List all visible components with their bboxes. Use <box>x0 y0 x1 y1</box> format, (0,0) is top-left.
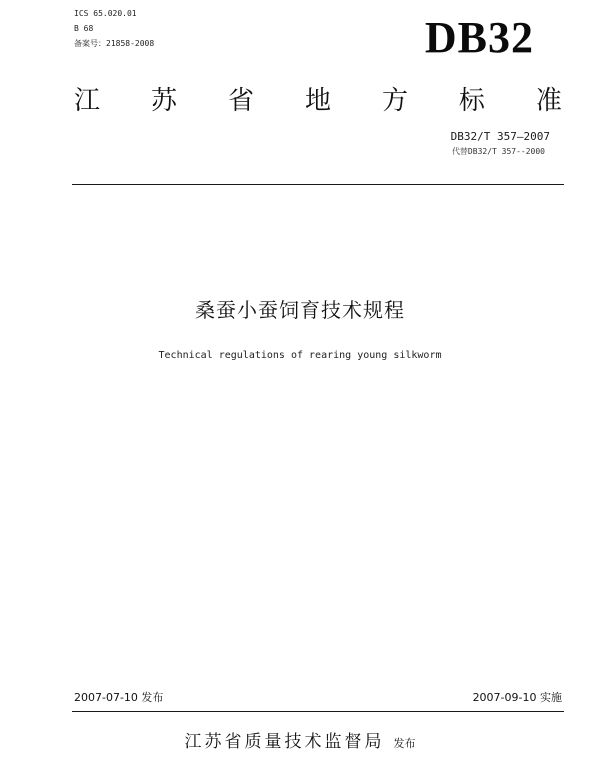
document-title-chinese: 桑蚕小蚕饲育技术规程 <box>195 298 405 322</box>
standard-type-char: 省 <box>227 86 254 116</box>
implementation-date: 2007-09-10 实施 <box>472 691 562 704</box>
standard-type-char: 准 <box>535 86 562 116</box>
standard-number: DB32/T 357—2007 <box>450 130 550 143</box>
standard-type-char: 苏 <box>150 86 177 116</box>
issuing-authority: 江苏省质量技术监督局 <box>184 732 385 752</box>
standard-type-char: 江 <box>74 86 101 116</box>
standard-type-char: 地 <box>304 86 331 116</box>
standard-type-char: 标 <box>458 86 485 116</box>
classification-code: B 68 <box>74 24 94 33</box>
header-divider <box>72 184 564 185</box>
standard-logo-code: DB32 <box>424 13 534 62</box>
replaced-standard-number: 代替DB32/T 357--2000 <box>451 147 545 156</box>
header-metadata <box>74 6 154 51</box>
issuer-line <box>0 731 600 755</box>
document-title-english: Technical regulations of rearing young silkworm <box>158 350 442 361</box>
filing-number: 备案号：21858-2008 <box>74 39 155 48</box>
issued-label: 发布 <box>393 737 416 750</box>
ics-code: ICS 65.020.01 <box>74 9 137 18</box>
footer-divider <box>72 711 564 712</box>
standard-type-char: 方 <box>381 86 408 116</box>
issue-date: 2007-07-10 发布 <box>74 691 164 704</box>
standard-type-heading <box>74 85 562 117</box>
